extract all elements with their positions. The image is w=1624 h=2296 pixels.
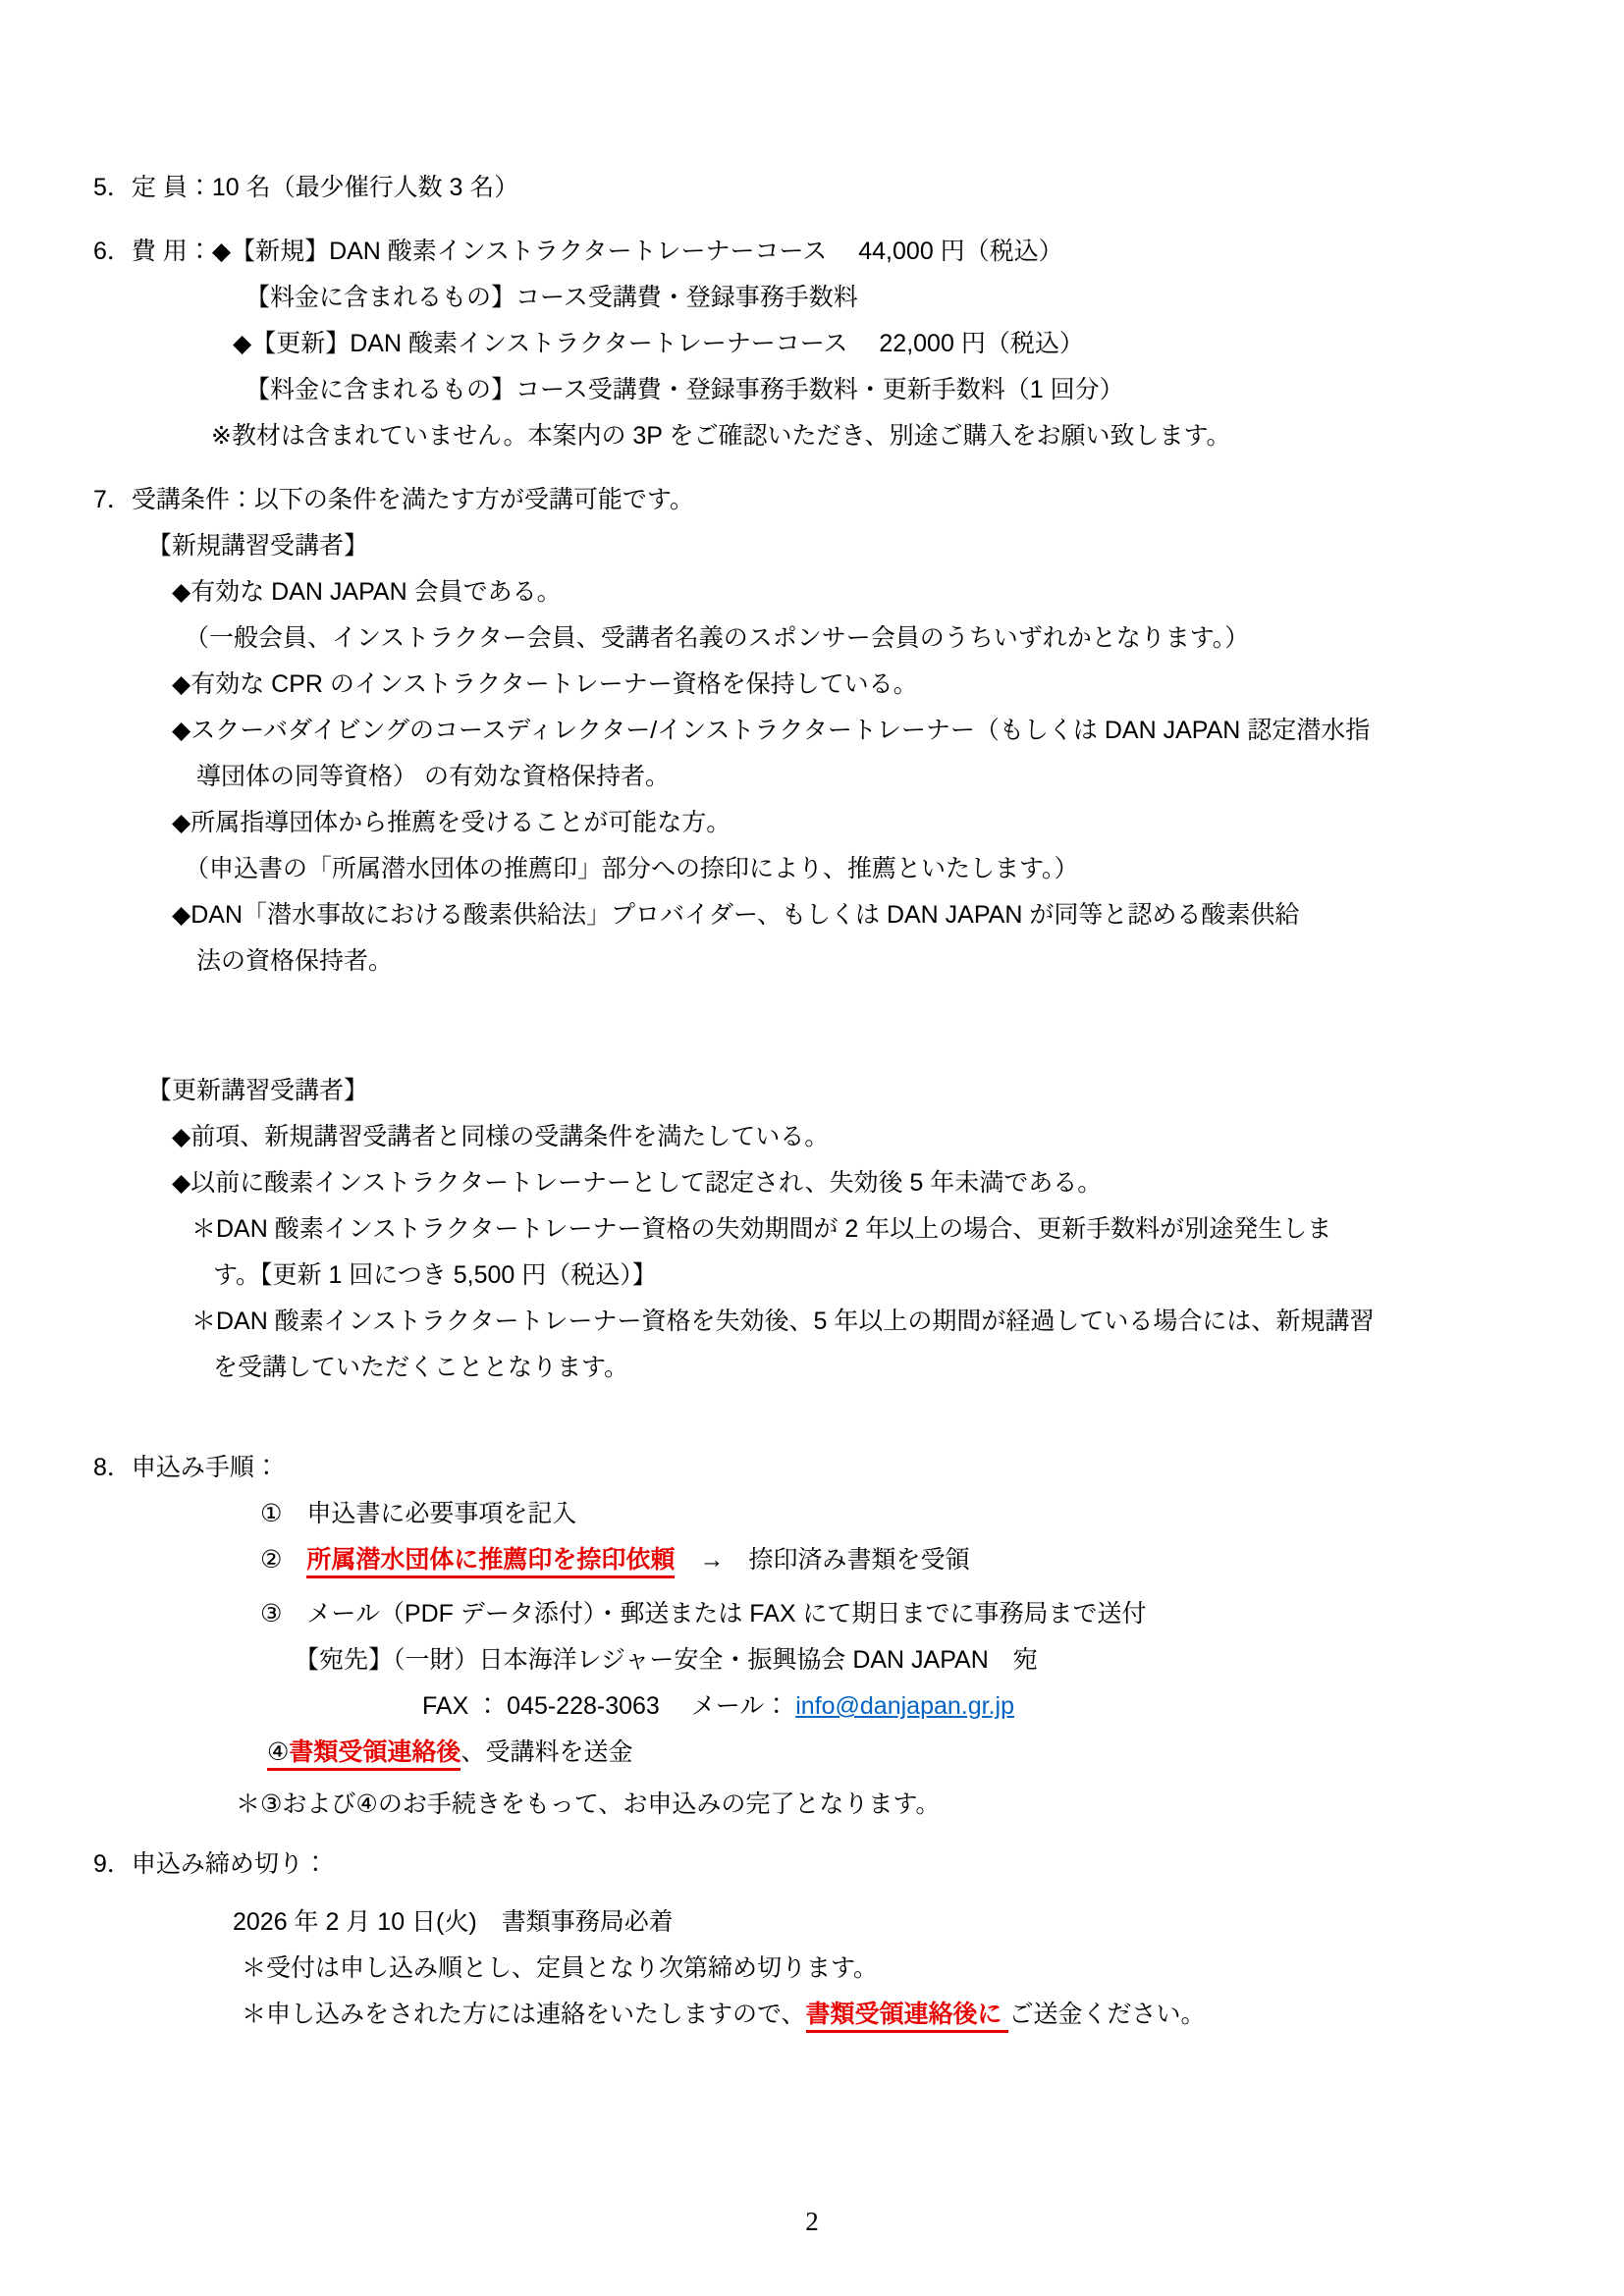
deadline-note2-highlight: 書類受領連絡後に (806, 2001, 1009, 2033)
page-number: 2 (805, 2207, 819, 2236)
email-link[interactable]: info@danjapan.gr.jp (795, 1692, 1014, 1720)
fee-heading-new-course: 6．費 用：◆【新規】DAN 酸素インストラクタートレーナーコース 44,000 円（税込） (93, 238, 1063, 265)
deadline-date: 2026 年 2 月 10 日(火) 書類事務局必着 (233, 1908, 674, 1936)
deadline-note2 (242, 1992, 1624, 2038)
renew-note2-line1: ＊DAN 酸素インストラクタートレーナー資格を失効後、5 年以上の期間が経過している場合には、新規講習 (191, 1308, 1375, 1335)
deadline-note2-pre: ＊申し込みをされた方には連絡をいたしますので、 (242, 2001, 806, 2028)
new-req-cpr: ◆有効な CPR のインストラクタートレーナー資格を保持している。 (172, 670, 918, 698)
deadline-heading: 9．申込み締め切り： (93, 1850, 328, 1878)
fee-materials-note: ※教材は含まれていません。本案内の 3P をご確認いただき、別途ご購入をお願い致します。 (211, 422, 1231, 450)
new-req-member-note: （一般会員、インストラクター会員、受講者名義のスポンサー会員のうちいずれかとなります。） (185, 624, 1250, 652)
renew-note1-line1: ＊DAN 酸素インストラクタートレーナー資格の失効期間が 2 年以上の場合、更新手数料が別途発生しま (191, 1215, 1332, 1243)
step2-highlight-request-seal: 所属潜水団体に推薦印を捺印依頼 (306, 1546, 675, 1578)
new-req-oxygen-provider-line1: ◆DAN「潜水事故における酸素供給法」プロバイダー、もしくは DAN JAPAN が同等と認める酸素供給 (172, 901, 1300, 929)
procedure-fax-email (422, 1683, 1624, 1730)
renew-req-certified: ◆以前に酸素インストラクタートレーナーとして認定され、失効後 5 年未満である。 (172, 1169, 1103, 1197)
requirements-heading: 7．受講条件：以下の条件を満たす方が受講可能です。 (93, 486, 694, 513)
capacity-heading: 5．定 員：10 名（最少催行人数 3 名） (93, 174, 519, 201)
deadline-note2-post: ご送金ください。 (1008, 2001, 1206, 2028)
fax-number-label: FAX ： 045-228-3063 メール： (422, 1692, 796, 1720)
new-students-label: 【新規講習受講者】 (147, 532, 369, 560)
new-req-scuba-line2: 導団体の同等資格） の有効な資格保持者。 (196, 763, 670, 790)
step4-number: ④ (267, 1738, 290, 1766)
step2-arrow-and-result: → 捺印済み書類を受領 (675, 1546, 970, 1574)
renew-note1-line2: す。【更新 1 回につき 5,500 円（税込）】 (213, 1261, 657, 1289)
renew-req-same: ◆前項、新規講習受講者と同様の受講条件を満たしている。 (172, 1123, 830, 1150)
new-req-scuba-line1: ◆スクーバダイビングのコースディレクター/インストラクタートレーナー（もしくは DAN JAPAN 認定潜水指 (172, 717, 1371, 744)
new-req-recommendation-note: （申込書の「所属潜水団体の推薦印」部分への捺印により、推薦といたします。） (185, 855, 1079, 882)
fee-renew-includes: 【料金に含まれるもの】コース受講費・登録事務手数料・更新手数料（1 回分） (245, 376, 1124, 403)
procedure-step2 (260, 1537, 1624, 1583)
step4-highlight-after-receipt: 書類受領連絡後 (289, 1738, 461, 1766)
new-req-recommendation: ◆所属指導団体から推薦を受けることが可能な方。 (172, 809, 731, 836)
procedure-step1: ① 申込書に必要事項を記入 (260, 1500, 577, 1527)
procedure-heading: 8．申込み手順： (93, 1454, 279, 1481)
new-req-member: ◆有効な DAN JAPAN 会員である。 (172, 578, 562, 606)
deadline-note1: ＊受付は申し込み順とし、定員となり次第締め切ります。 (242, 1954, 879, 1982)
procedure-step4 (267, 1730, 1624, 1776)
renew-students-label: 【更新講習受講者】 (147, 1077, 369, 1104)
step2-number: ② (260, 1546, 307, 1574)
fee-renew-course: ◆【更新】DAN 酸素インストラクタートレーナーコース 22,000 円（税込） (233, 330, 1084, 357)
fee-new-includes: 【料金に含まれるもの】コース受講費・登録事務手数料 (245, 284, 858, 311)
step4-rest: 、受講料を送金 (460, 1738, 633, 1766)
procedure-step3: ③ メール（PDF データ添付）・郵送または FAX にて期日までに事務局まで送付 (260, 1600, 1147, 1628)
procedure-completion-note: ＊③および④のお手続きをもって、お申込みの完了となります。 (236, 1790, 941, 1818)
procedure-addressee: 【宛先】（一財）日本海洋レジャー安全・振興協会 DAN JAPAN 宛 (295, 1646, 1038, 1674)
renew-note2-line2: を受講していただくこととなります。 (213, 1354, 629, 1381)
new-req-oxygen-provider-line2: 法の資格保持者。 (196, 947, 394, 975)
